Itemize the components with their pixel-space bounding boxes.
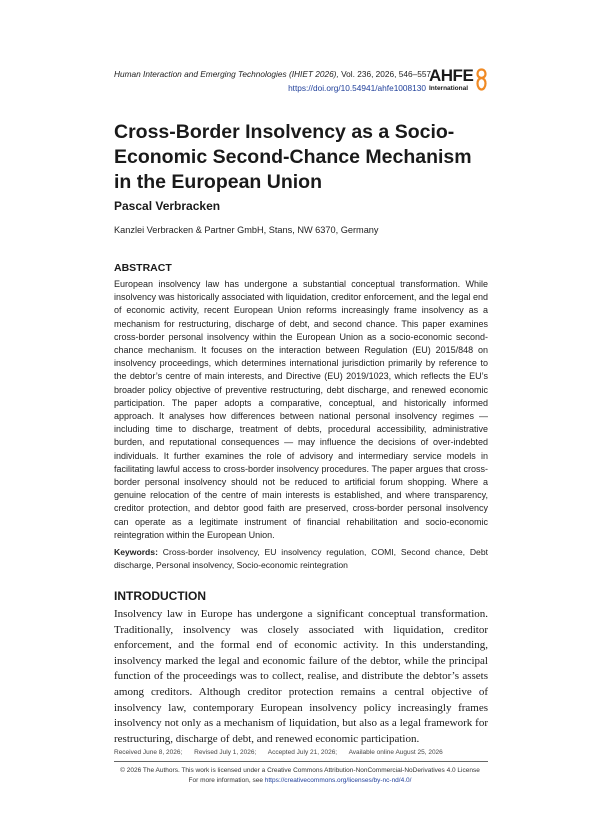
journal-citation: Human Interaction and Emerging Technologies (IHIET 2026), Vol. 236, 2026, 546–557 xyxy=(114,69,432,79)
license-more-prefix: For more information, see xyxy=(188,777,265,784)
accepted-date: Accepted July 21, 2026; xyxy=(267,749,338,756)
keywords xyxy=(114,546,488,571)
license-url-link[interactable]: https://creativecommons.org/licenses/by-nc-nd/4.0/ xyxy=(264,777,412,784)
logo-mark-icon xyxy=(476,68,487,91)
license-notice xyxy=(100,766,500,786)
keywords-text: Cross-border insolvency, EU insolvency regulation, COMI, Second chance, Debt discharge, Personal insolvency, Socio-economic reintegration xyxy=(114,547,488,570)
publication-dates xyxy=(114,748,453,757)
received-date: Received June 8, 2026; xyxy=(114,749,183,756)
online-date: Available online August 25, 2026 xyxy=(348,749,443,756)
abstract-text: European insolvency law has undergone a substantial conceptual transformation. While insolvency was historically associated with liquidation, creditor enforcement, and the legal end of economic activity, recent European Union reforms increasingly frame insolvency as a mechanism for restructuring, discharge of debt, and second chance. This paper examines cross-border personal insolvency within the European Union as a socio-economic second-chance mechanism. It focuses on the interaction between Regulation (EU) 2015/848 on insolvency proceedings, which determines international jurisdiction primarily by reference to the debtor’s centre of main interests, and Directive (EU) 2019/1023, which reflects the EU’s broader policy objective of preventive restructuring, debt discharge, and renewed economic participation. The paper adopts a comparative, conceptual, and historically informed approach. It analyses how differences between national personal insolvency regimes — including time to discharge, treatment of debts, procedural accessibility, administrative burden, and reputational consequences — may influence the decisions of over-indebted individuals. It further examines the role of advisory and intermediary service models in facilitating lawful access to cross-border insolvency procedures. The paper argues that cross-border personal insolvency should not be reduced to artificial forum shopping. Where a genuine relocation of the centre of main interests is established, and where transparency, creditor protection, and debtor good faith are preserved, cross-border personal insolvency can operate as a legitimate instrument of financial rehabilitation and socio-economic reintegration within the European Union. xyxy=(114,279,488,540)
paper-title: Cross-Border Insolvency as a Socio-Economic Second-Chance Mechanism in the European Union xyxy=(114,121,472,193)
author-name: Pascal Verbracken xyxy=(114,199,221,213)
journal-name: Human Interaction and Emerging Technologies (IHIET 2026) xyxy=(114,69,337,79)
footer-divider xyxy=(114,761,488,762)
logo-subtext: International xyxy=(429,85,469,92)
author-affiliation: Kanzlei Verbracken & Partner GmbH, Stans, NW 6370, Germany xyxy=(114,225,379,235)
ahfe-logo xyxy=(429,67,491,97)
journal-volume: Vol. 236, 2026, 546–557 xyxy=(341,69,432,79)
license-more-info xyxy=(100,776,500,786)
introduction-heading: INTRODUCTION xyxy=(114,589,206,603)
introduction-text: Insolvency law in Europe has undergone a significant conceptual transformation. Traditionally, insolvency was closely associated with liquidation, creditor enforcement, and the formal end of economic activity. In this understanding, insolvency marked the legal and economic failure of the debtor, while the principal function of the proceedings was to collect, realise, and distribute the debtor’s assets among creditors. Although creditor protection remains a central objective of insolvency law, contemporary European insolvency policy increasingly frames insolvency not only as a mechanism of liquidation, but also as a legal framework for restructuring, discharge of debt, and renewed economic participation. xyxy=(114,608,488,745)
revised-date: Revised July 1, 2026; xyxy=(194,749,257,756)
doi-link[interactable]: https://doi.org/10.54941/ahfe1008130 xyxy=(288,83,426,93)
license-line: © 2026 The Authors. This work is licensed under a Creative Commons Attribution-NonCommercial-NoDerivatives 4.0 License xyxy=(120,767,480,774)
keywords-label: Keywords: xyxy=(114,547,158,557)
abstract-heading: ABSTRACT xyxy=(114,262,172,274)
logo-text: AHFE xyxy=(429,66,474,85)
